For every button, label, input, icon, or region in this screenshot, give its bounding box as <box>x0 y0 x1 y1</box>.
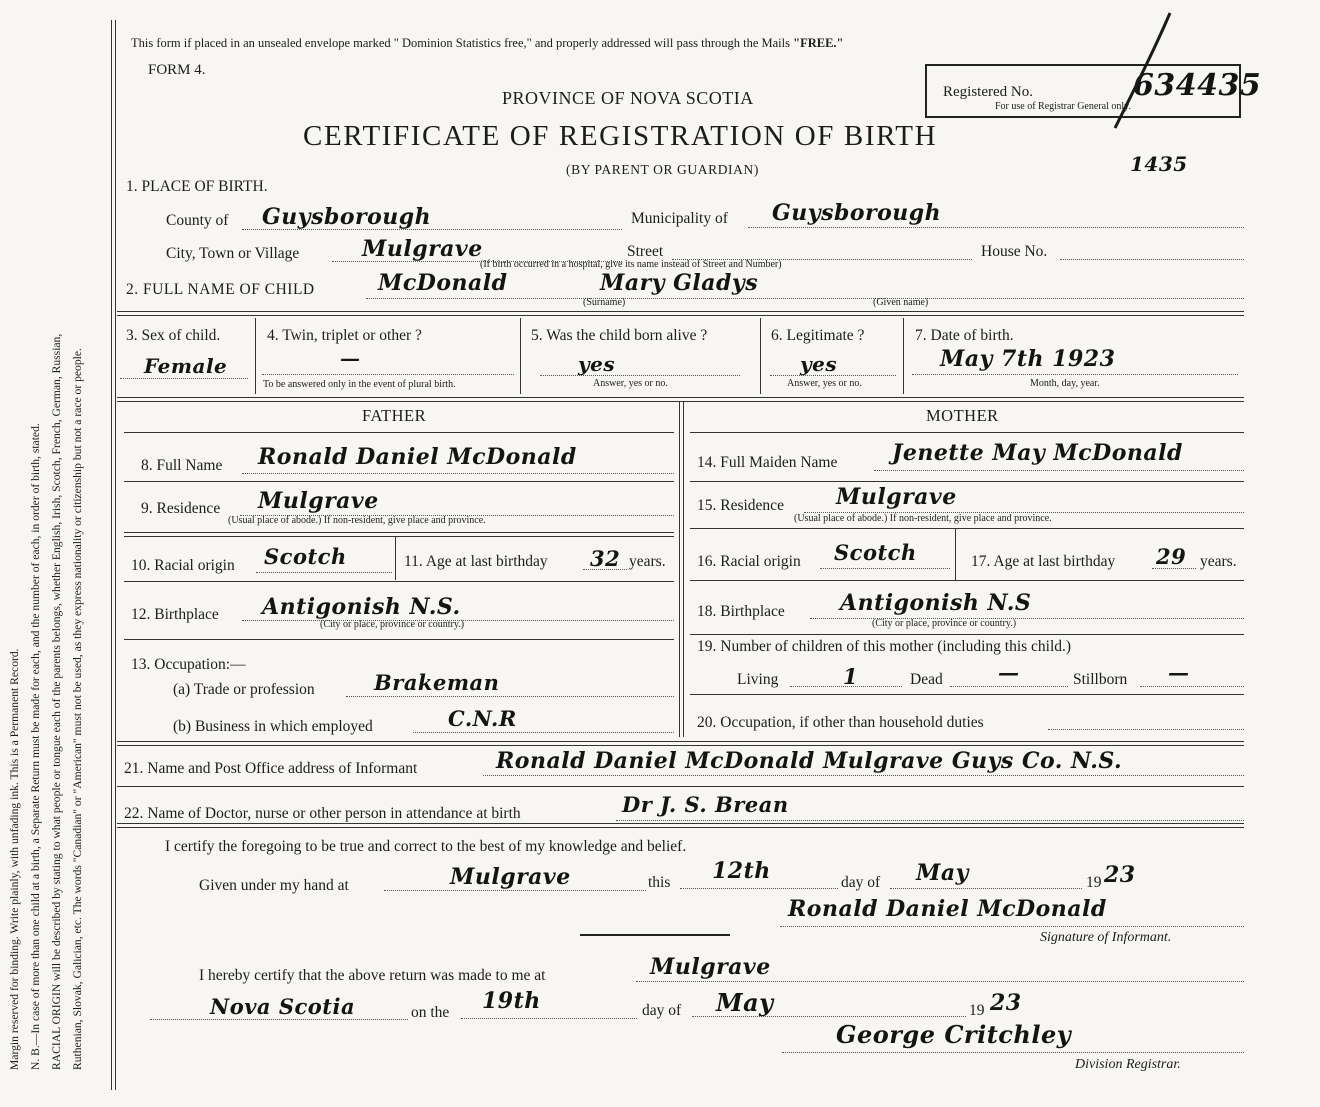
twin-note: To be answered only in the event of plural birth. <box>263 379 456 390</box>
margin-line-2: N. B.—In case of more than one child at a birth, a Separate Return must be made for each, and the number of each, in order of birth, stated. <box>29 423 42 1070</box>
twin-value: — <box>340 346 361 370</box>
cert-year-value: 23 <box>1104 862 1136 888</box>
cert-month-value: May <box>916 860 969 886</box>
registrar-signature-label: Division Registrar. <box>1075 1057 1181 1072</box>
registrar-year-value: 23 <box>990 990 1022 1016</box>
pen-stroke <box>1100 8 1190 138</box>
father-age-label: 11. Age at last birthday <box>404 553 548 570</box>
mother-birthplace-value: Antigonish N.S <box>840 590 1032 616</box>
mother-age-unit: years. <box>1200 553 1237 570</box>
margin-rule-2 <box>115 20 116 1090</box>
county-value: Guysborough <box>262 204 432 230</box>
municipality-label: Municipality of <box>631 210 728 227</box>
form-number: FORM 4. <box>148 62 206 78</box>
stillborn-value: — <box>1168 660 1190 685</box>
mother-birthplace-note: (City or place, province or country.) <box>872 618 1017 629</box>
municipality-value: Guysborough <box>772 200 942 226</box>
given-place-value: Mulgrave <box>450 864 571 890</box>
father-business-value: C.N.R <box>448 706 517 731</box>
local-number: 1435 <box>1130 152 1188 176</box>
this-label: this <box>648 874 671 891</box>
dob-note: Month, day, year. <box>1030 378 1100 389</box>
father-race-value: Scotch <box>264 544 347 569</box>
mother-heading: MOTHER <box>926 406 999 425</box>
dead-value: — <box>998 660 1020 685</box>
registered-label: Registered No. <box>943 84 1033 100</box>
informant-value: Ronald Daniel McDonald Mulgrave Guys Co. N.S. <box>496 748 1123 774</box>
living-label: Living <box>737 671 779 688</box>
informant-label: 21. Name and Post Office address of Informant <box>124 760 418 777</box>
mother-residence-note: (Usual place of abode.) If non-resident, give place and province. <box>794 513 1052 524</box>
father-age-unit: years. <box>629 553 666 570</box>
legitimate-value: yes <box>800 352 838 376</box>
mother-children-label: 19. Number of children of this mother (including this child.) <box>697 638 1072 655</box>
father-residence-label: 9. Residence <box>141 500 221 517</box>
mother-residence-label: 15. Residence <box>697 497 784 514</box>
father-birthplace-value: Antigonish N.S. <box>262 594 461 620</box>
father-heading: FATHER <box>362 406 427 425</box>
registrar-day-value: 19th <box>482 988 541 1014</box>
mother-age-label: 17. Age at last birthday <box>971 553 1116 570</box>
informant-signature: Ronald Daniel McDonald <box>788 896 1107 922</box>
legitimate-note: Answer, yes or no. <box>787 378 862 389</box>
living-value: 1 <box>843 664 859 689</box>
dead-label: Dead <box>910 671 943 688</box>
mother-occupation-label: 20. Occupation, if other than household duties <box>697 714 984 731</box>
registrar-place-value: Mulgrave <box>650 954 771 980</box>
father-name-label: 8. Full Name <box>141 457 223 474</box>
margin-instructions <box>4 40 114 1070</box>
mother-race-value: Scotch <box>834 540 917 565</box>
street-note: (If birth occurred in a hospital, give its name instead of Street and Number) <box>480 259 782 270</box>
registrar-statement: I hereby certify that the above return was made to me at <box>199 967 546 984</box>
father-race-label: 10. Racial origin <box>131 557 235 574</box>
page-subtitle: (BY PARENT OR GUARDIAN) <box>566 162 759 177</box>
child-given-name: Mary Gladys <box>600 270 759 296</box>
registrar-province-value: Nova Scotia <box>210 994 356 1019</box>
sex-value: Female <box>144 354 228 378</box>
given-name-note: (Given name) <box>873 297 929 308</box>
margin-line-1: Margin reserved for binding. Write plainly, with unfading ink. This is a Permanent Record. <box>8 648 21 1070</box>
certify-statement: I certify the foregoing to be true and correct to the best of my knowledge and belief. <box>165 838 687 855</box>
cert-year-prefix: 19 <box>1086 874 1102 891</box>
father-birthplace-note: (City or place, province or country.) <box>320 619 465 630</box>
informant-signature-label: Signature of Informant. <box>1040 930 1172 945</box>
margin-line-4: Ruthenian, Slovak, Galician, etc. The words "Canadian" or "American" must not be used, as they express nationality or citizenship but not a race or people. <box>71 348 84 1070</box>
street-label: Street <box>627 243 664 260</box>
father-residence-note: (Usual place of abode.) If non-resident, give place and province. <box>228 515 486 526</box>
surname-note: (Surname) <box>583 297 626 308</box>
registrar-onthe-label: on the <box>411 1004 450 1021</box>
page-title: CERTIFICATE OF REGISTRATION OF BIRTH <box>303 120 938 152</box>
father-age-value: 32 <box>590 546 621 571</box>
dob-value: May 7th 1923 <box>940 346 1116 372</box>
alive-label: 5. Was the child born alive ? <box>531 327 708 344</box>
registered-number: 634435 <box>1133 68 1262 103</box>
registrar-year-prefix: 19 <box>969 1002 985 1019</box>
city-value: Mulgrave <box>362 236 483 262</box>
city-label: City, Town or Village <box>166 245 300 262</box>
mother-name-value: Jenette May McDonald <box>892 440 1183 466</box>
house-label: House No. <box>981 243 1048 260</box>
registrar-note: For use of Registrar General only. <box>995 101 1131 112</box>
father-residence-value: Mulgrave <box>258 488 379 514</box>
child-surname: McDonald <box>378 270 508 296</box>
mail-notice: This form if placed in an unsealed envelope marked " Dominion Statistics free," and properly addressed will pass through the Mails "FREE." <box>131 36 844 50</box>
stillborn-label: Stillborn <box>1073 671 1128 688</box>
father-name-value: Ronald Daniel McDonald <box>258 444 577 470</box>
father-birthplace-label: 12. Birthplace <box>131 606 219 623</box>
county-label: County of <box>166 212 229 229</box>
margin-rule <box>111 20 112 1090</box>
father-trade-value: Brakeman <box>374 670 500 695</box>
registrar-month-value: May <box>716 988 774 1017</box>
sex-label: 3. Sex of child. <box>126 327 221 344</box>
child-name-label: 2. FULL NAME OF CHILD <box>126 281 315 298</box>
cert-dayof-label: day of <box>841 874 881 891</box>
registrar-dayof-label: day of <box>642 1002 682 1019</box>
registrar-signature: George Critchley <box>836 1020 1072 1049</box>
mother-name-label: 14. Full Maiden Name <box>697 454 838 471</box>
place-of-birth-section: 1. PLACE OF BIRTH. <box>126 178 268 195</box>
dob-label: 7. Date of birth. <box>915 327 1014 344</box>
father-business-label: (b) Business in which employed <box>173 718 373 735</box>
mother-race-label: 16. Racial origin <box>697 553 801 570</box>
cert-day-value: 12th <box>712 858 771 884</box>
mother-birthplace-label: 18. Birthplace <box>697 603 785 620</box>
alive-note: Answer, yes or no. <box>593 378 668 389</box>
margin-line-3: RACIAL ORIGIN will be described by stating to what people or tongue each of the parents belongs, whether English, Irish, Scotch, French, German, Russian, <box>50 333 63 1070</box>
province-heading: PROVINCE OF NOVA SCOTIA <box>502 88 754 108</box>
mother-residence-value: Mulgrave <box>836 484 957 510</box>
mother-age-value: 29 <box>1156 544 1187 569</box>
alive-value: yes <box>578 352 616 376</box>
given-under-label: Given under my hand at <box>199 877 349 894</box>
doctor-label: 22. Name of Doctor, nurse or other person in attendance at birth <box>124 805 521 822</box>
legitimate-label: 6. Legitimate ? <box>771 327 865 344</box>
twin-label: 4. Twin, triplet or other ? <box>267 327 422 344</box>
father-occupation-label: 13. Occupation:— <box>131 656 246 673</box>
registered-number-box <box>925 64 1262 118</box>
father-trade-label: (a) Trade or profession <box>173 681 315 698</box>
doctor-value: Dr J. S. Brean <box>622 792 789 817</box>
